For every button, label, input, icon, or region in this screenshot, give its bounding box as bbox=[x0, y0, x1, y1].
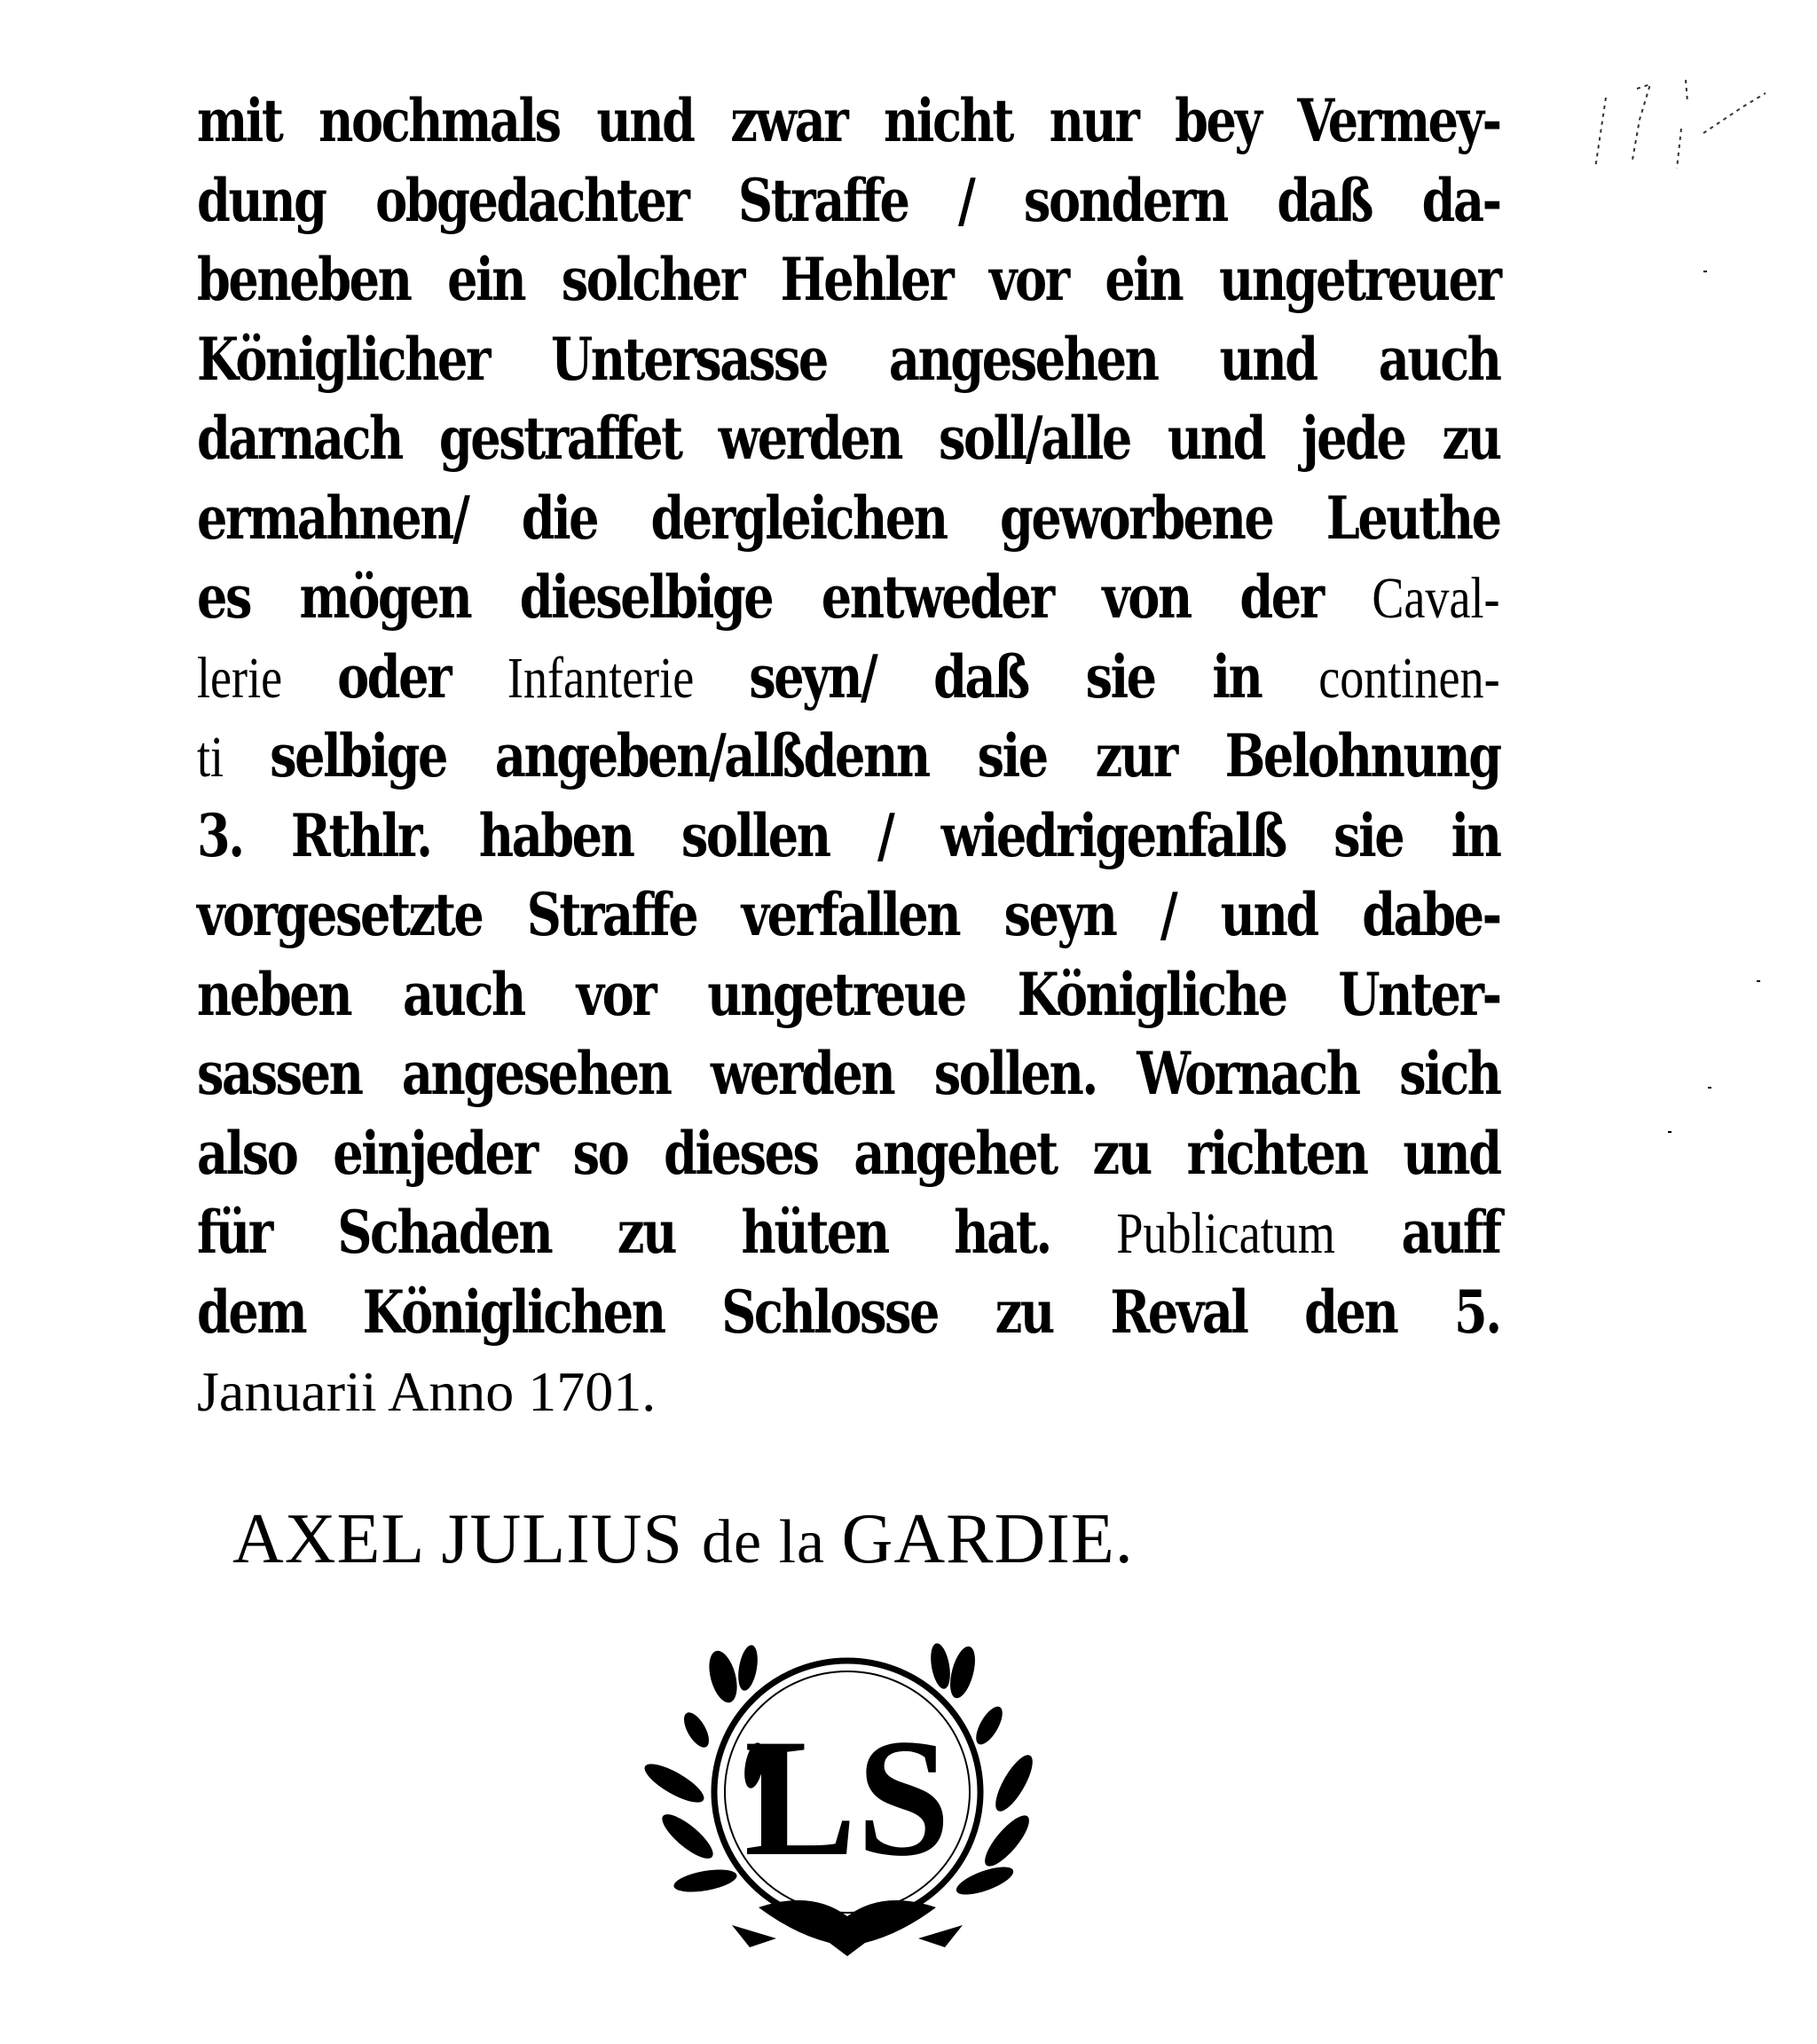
scan-speck bbox=[1708, 1087, 1711, 1089]
text-line-3: beneben ein solcher Hehler vor ein ungetreuer bbox=[197, 245, 1500, 314]
text-line-4: Königlicher Untersasse angesehen und auch bbox=[197, 324, 1500, 394]
text-line-8 bbox=[197, 638, 1500, 718]
text-line-14: also einjeder so dieses angehet zu richten und bbox=[197, 1118, 1500, 1188]
scan-speck bbox=[1757, 980, 1760, 982]
text-line-16: dem Königlichen Schlosse zu Reval den 5. bbox=[197, 1277, 1500, 1347]
antiqua-segment: Caval- bbox=[1372, 566, 1500, 631]
antiqua-segment: Infanterie bbox=[507, 645, 750, 711]
signature-surname: GARDIE. bbox=[841, 1500, 1134, 1578]
antiqua-segment: ti bbox=[197, 725, 271, 790]
scan-speck bbox=[1668, 1131, 1671, 1133]
fraktur-segment: selbige angeben/alßdenn sie zur Belohnung bbox=[270, 721, 1500, 790]
fraktur-segment: oder bbox=[337, 641, 507, 711]
text-line-7 bbox=[197, 558, 1500, 638]
handwritten-margin-note bbox=[1588, 53, 1783, 169]
proclamation-body bbox=[197, 82, 1499, 1432]
text-line-15 bbox=[197, 1193, 1500, 1273]
text-line-5: darnach gestraffet werden soll/alle und jede zu bbox=[197, 404, 1500, 473]
text-line-11: vorgesetzte Straffe verfallen seyn / und dabe- bbox=[197, 880, 1500, 949]
date-line: Januarii Anno 1701. bbox=[197, 1360, 657, 1423]
text-line-13: sassen angesehen werden sollen. Wornach sich bbox=[197, 1039, 1500, 1108]
antiqua-segment: lerie bbox=[197, 645, 338, 711]
fraktur-segment: für Schaden zu hüten hat. bbox=[197, 1198, 1117, 1267]
text-line-6: ermahnen/ die dergleichen geworbene Leuthe bbox=[197, 483, 1500, 553]
fraktur-segment: es mögen dieselbige entweder von der bbox=[197, 562, 1373, 632]
antiqua-segment: continen- bbox=[1318, 645, 1500, 711]
scan-speck bbox=[1703, 271, 1707, 272]
seal-letters: LS bbox=[743, 1705, 951, 1891]
signature-particle: de la bbox=[702, 1508, 842, 1576]
text-line-9 bbox=[197, 717, 1500, 797]
text-line-1: mit nochmals und zwar nicht nur bey Vermey- bbox=[197, 86, 1500, 155]
signature-given-names: AXEL JULIUS bbox=[232, 1500, 702, 1578]
fraktur-segment: auff bbox=[1334, 1198, 1500, 1267]
fraktur-segment: seyn/ daß sie in bbox=[749, 641, 1319, 711]
signature-name bbox=[232, 1495, 1404, 1587]
text-line-10: 3. Rthlr. haben sollen / wiedrigenfalß sie in bbox=[197, 800, 1500, 870]
text-line-12: neben auch vor ungetreue Königliche Unter- bbox=[197, 959, 1500, 1029]
laurel-wreath-seal-icon bbox=[634, 1641, 1060, 1978]
antiqua-segment: Publicatum bbox=[1116, 1201, 1335, 1266]
text-line-2: dung obgedachter Straffe / sondern daß da- bbox=[197, 165, 1500, 235]
